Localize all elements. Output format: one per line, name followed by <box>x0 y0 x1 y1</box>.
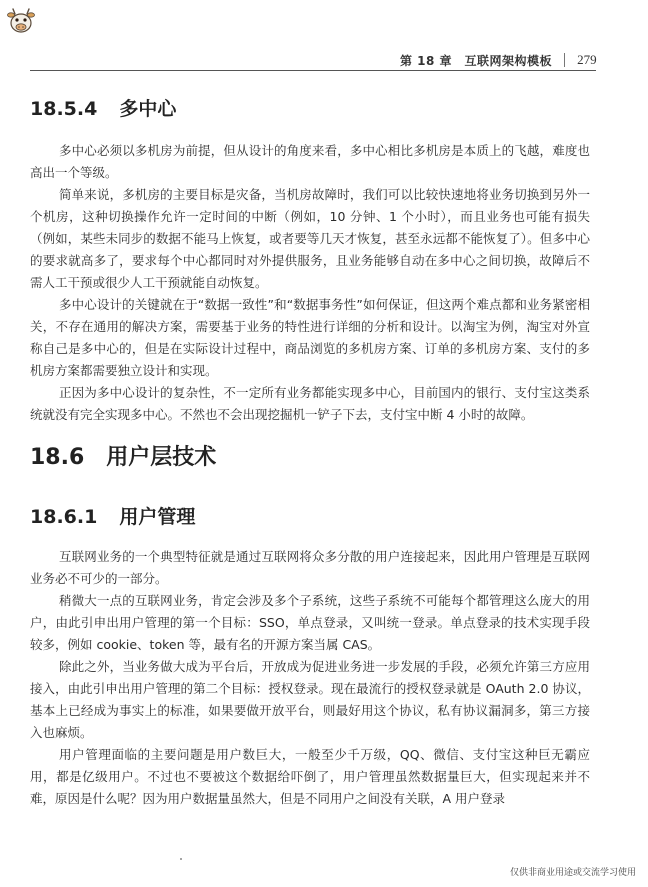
header-separator <box>564 53 565 67</box>
chapter-title: 第 18 章 互联网架构模板 <box>400 53 553 68</box>
section-heading-18-6 <box>30 440 216 471</box>
section-title: 多中心 <box>119 98 177 120</box>
paragraph: 正因为多中心设计的复杂性，不一定所有业务都能实现多中心，目前国内的银行、支付宝这类系统就没有完全实现多中心。不然也不会出现挖掘机一铲子下去，支付宝中断 4 小时的故障。 <box>30 385 590 422</box>
paragraph: 互联网业务的一个典型特征就是通过互联网将众多分散的用户连接起来，因此用户管理是互联网业务必不可少的一部分。 <box>30 549 590 586</box>
footer-note: 仅供非商业用途或交流学习使用 <box>509 868 636 878</box>
paragraph: 多中心设计的关键就在于“数据一致性”和“数据事务性”如何保证，但这两个难点都和业务紧密相关，不存在通用的解决方案，需要基于业务的特性进行详细的分析和设计。以淘宝为例，淘宝对外宣称自己是多中心的，但是在实际设计过程中，商品浏览的多机房方案、订单的多机房方案、支付的多机房方案都需要独立设计和实现。 <box>30 297 590 378</box>
section-number: 18.6 <box>30 445 85 470</box>
paragraph: 用户管理面临的主要问题是用户数巨大，一般至少千万级，QQ、微信、支付宝这种巨无霸应用，都是亿级用户。不过也不要被这个数据给吓倒了，用户管理虽然数据量巨大，但实现起来并不难，原因是什么呢？因为用户数据量虽然大，但是不同用户之间没有关联，A 用户登录 <box>30 747 590 806</box>
paragraph: 除此之外，当业务做大成为平台后，开放成为促进业务进一步发展的手段，必须允许第三方应用接入，由此引申出用户管理的第二个目标：授权登录。现在最流行的授权登录就是 OAuth 2.0 协议，基本上已经成为事实上的标准，如果要做开放平台，则最好用这个协议，私有协议漏洞多，第三方接入也麻烦。 <box>30 659 590 740</box>
paragraph: 多中心必须以多机房为前提，但从设计的角度来看，多中心相比多机房是本质上的飞越，难度也高出一个等级。 <box>30 143 590 180</box>
section-number: 18.6.1 <box>30 506 98 528</box>
running-header <box>382 50 602 70</box>
section-number: 18.5.4 <box>30 98 98 120</box>
page-number: 279 <box>577 52 597 67</box>
dust-mark <box>180 858 182 860</box>
section-title: 用户管理 <box>119 506 196 528</box>
section-title: 用户层技术 <box>106 445 217 470</box>
header-rule <box>30 70 596 71</box>
section-heading-18-6-1 <box>30 502 195 529</box>
cow-logo-icon <box>6 6 36 36</box>
paragraph: 稍微大一点的互联网业务，肯定会涉及多个子系统，这些子系统不可能每个都管理这么庞大的用户，由此引申出用户管理的第一个目标：SSO，单点登录，又叫统一登录。单点登录的技术实现手段较多，例如 cookie、token 等，最有名的开源方案当属 CAS。 <box>30 593 590 652</box>
paragraph: 简单来说，多机房的主要目标是灾备，当机房故障时，我们可以比较快速地将业务切换到另外一个机房，这种切换操作允许一定时间的中断（例如，10 分钟、1 个小时），而且业务也可能有损失（例如，某些未同步的数据不能马上恢复，或者要等几天才恢复，甚至永远都不能恢复了）。但多中心的要求就高多了，要求每个中心都同时对外提供服务，且业务能够自动在多中心之间切换，故障后不需人工干预或很少人工干预就能自动恢复。 <box>30 187 590 290</box>
section-heading-18-5-4 <box>30 94 176 121</box>
